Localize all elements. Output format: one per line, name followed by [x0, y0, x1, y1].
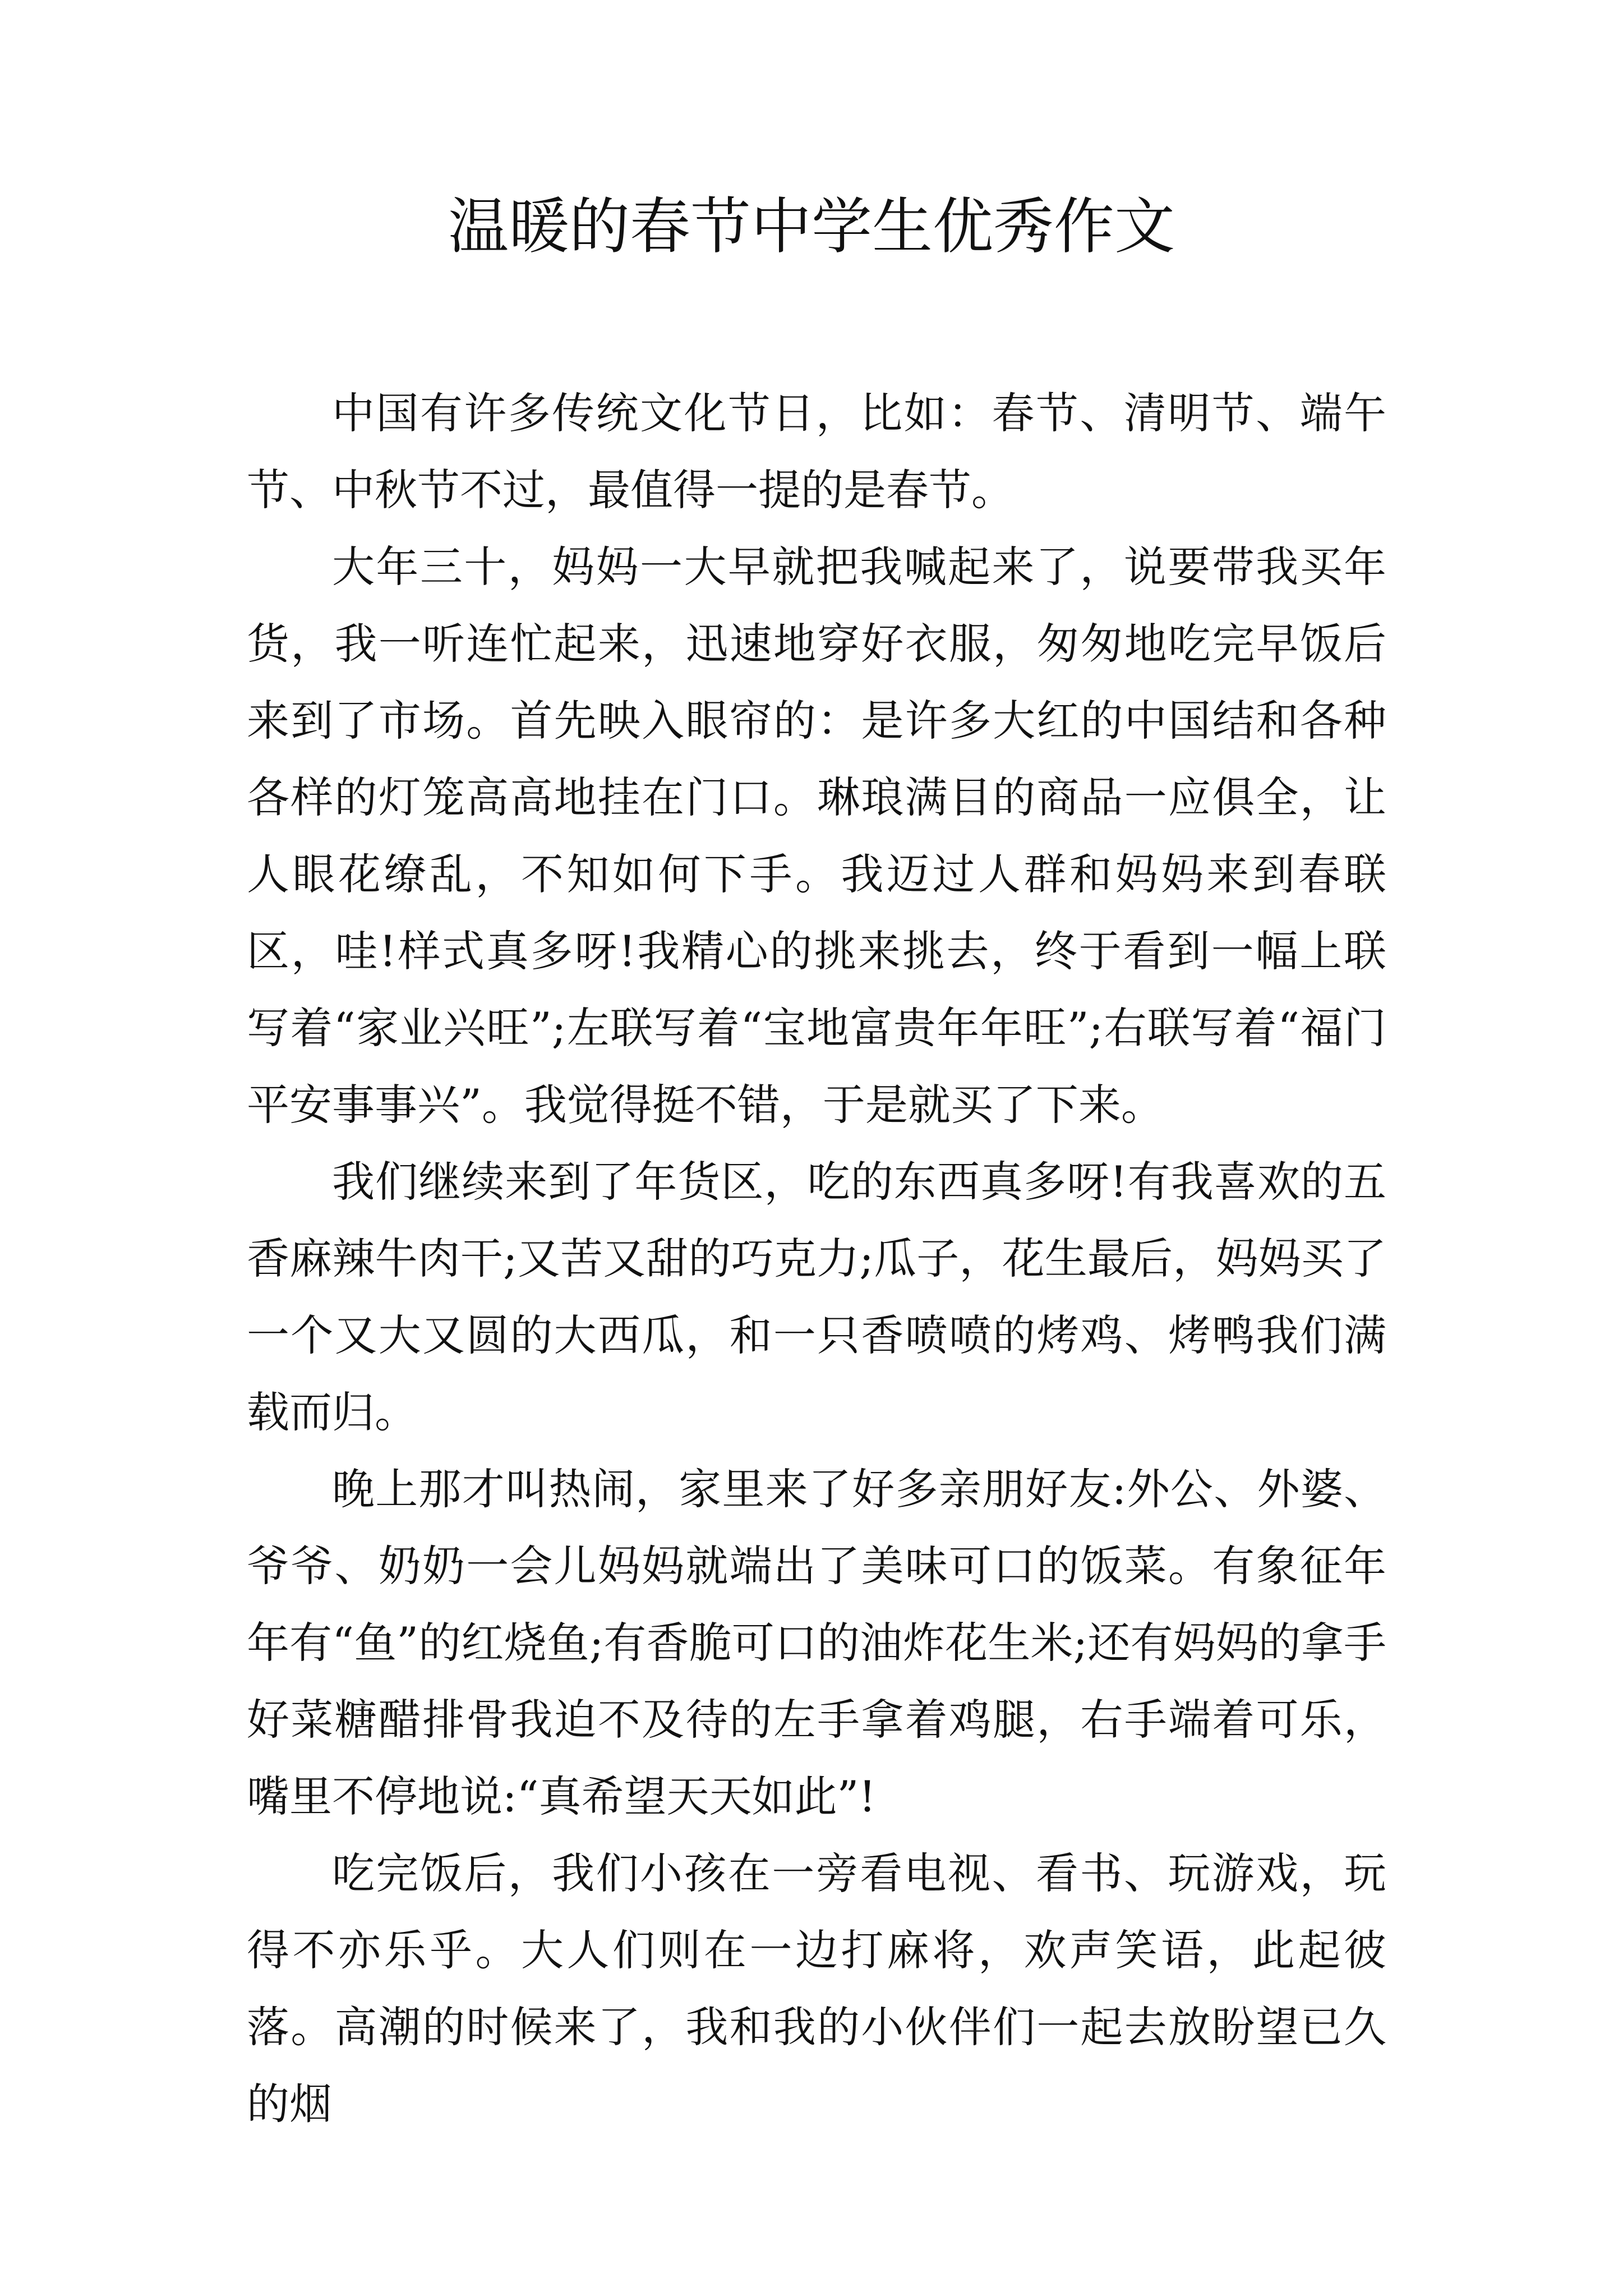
paragraph: 大年三十，妈妈一大早就把我喊起来了，说要带我买年货，我一听连忙起来，迅速地穿好衣服，匆匆地吃完早饭后来到了市场。首先映入眼帘的：是许多大红的中国结和各种各样的灯笼高高地挂在门口。琳琅满目的商品一应俱全，让人眼花缭乱，不知如何下手。我迈过人群和妈妈来到春联区，哇!样式真多呀!我精心的挑来挑去，终于看到一幅上联写着“家业兴旺”;左联写着“宝地富贵年年旺”;右联写着“福门平安事事兴”。我觉得挺不错，于是就买了下来。: [247, 542, 1386, 1130]
paragraph: 中国有许多传统文化节日，比如：春节、清明节、端午节、中秋节不过，最值得一提的是春节。: [247, 388, 1386, 515]
paragraph: 吃完饭后，我们小孩在一旁看电视、看书、玩游戏，玩得不亦乐乎。大人们则在一边打麻将，欢声笑语，此起彼落。高潮的时候来了，我和我的小伙伴们一起去放盼望已久的烟: [247, 1848, 1386, 2129]
document-title: 温暖的春节中学生优秀作文: [448, 192, 1175, 262]
paragraph: 晚上那才叫热闹，家里来了好多亲朋好友:外公、外婆、爷爷、奶奶一会儿妈妈就端出了美味可口的饭菜。有象征年年有“鱼”的红烧鱼;有香脆可口的油炸花生米;还有妈妈的拿手好菜糖醋排骨我迫不及待的左手拿着鸡腿，右手端着可乐，嘴里不停地说:“真希望天天如此”!: [247, 1464, 1386, 1821]
paragraph: 我们继续来到了年货区，吃的东西真多呀!有我喜欢的五香麻辣牛肉干;又苦又甜的巧克力;瓜子，花生最后，妈妈买了一个又大又圆的大西瓜，和一只香喷喷的烤鸡、烤鸭我们满载而归。: [247, 1157, 1386, 1437]
document-body: [247, 375, 1386, 2142]
